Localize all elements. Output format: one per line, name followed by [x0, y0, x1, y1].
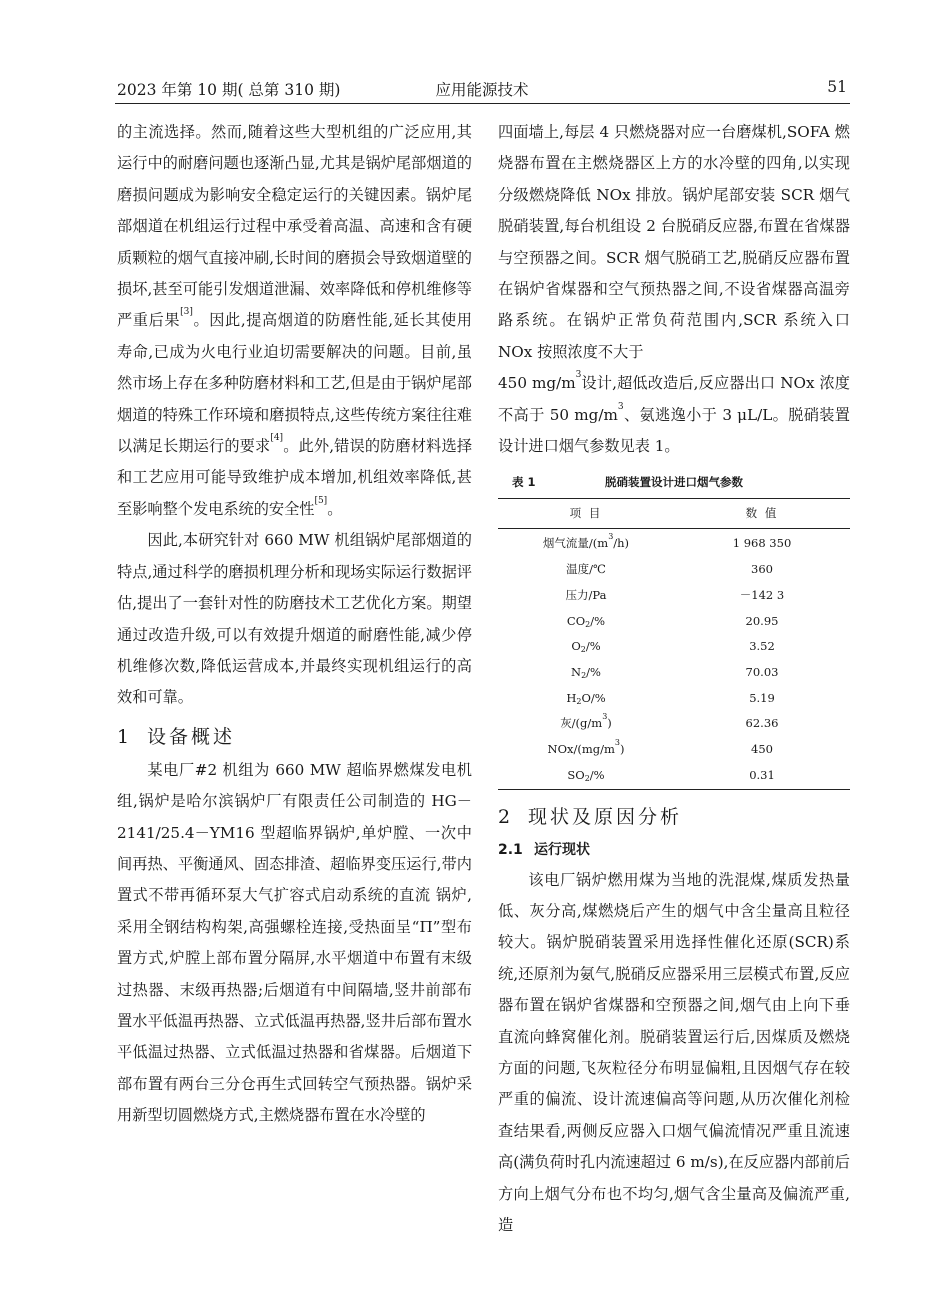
paragraph-purpose: 因此,本研究针对 660 MW 机组锅炉尾部烟道的特点,通过科学的磨损机理分析和现场实际运行数据评估,提出了一套针对性的防磨技术工艺优化方案。期望通过改造升级,可以有效提升烟道的耐磨性能,减少停机维修次数,降低运营成本,并最终实现机组运行的高效和可靠。: [117, 531, 472, 707]
column-header-item: 项 目: [498, 499, 674, 529]
journal-issue: 2023 年第 10 期( 总第 310 期): [117, 81, 341, 99]
subsection-heading-2-1: 2.1 运行现状: [498, 841, 590, 858]
table-header-row: [498, 499, 850, 529]
citation-4[interactable]: [4]: [270, 433, 284, 444]
table-row: $CO_2/\%$ 20.95: [566, 613, 779, 629]
left-column: [117, 117, 472, 1132]
table-row: 灰$/(g/m^3)$ 62.36: [560, 712, 779, 731]
page-number: 51: [827, 78, 847, 96]
paragraph-equipment: 某电厂#2 机组为 660 MW 超临界燃煤发电机组,锅炉是哈尔滨锅炉厂有限责任公司制造的 HG－2141/25.4－YM16 型超临界锅炉,单炉膛、一次中间再热、平衡通风、固态排渣、超临界变压运行,带内置式不带再循环泵大气扩容式启动系统的直流 锅炉,采用全钢结构构架,高强螺栓连接,受热面呈“Π”型布置方式,炉膛上部布置分隔屏,水平烟道中布置有末级过热器、末级再热器;后烟道有中间隔墙,竖井前部布置水平低温再热器、立式低温再热器,竖井后部布置水平低温过热器、立式低温过热器和省煤器。后烟道下部布置有两台三分仓再生式回转空气预热器。锅炉采用新型切圆燃烧方式,主燃烧器布置在水冷壁的: [117, 760, 472, 1125]
section-heading-1: 1 设备概述: [117, 725, 236, 748]
column-header-value: 数 值: [674, 499, 850, 529]
table-row: 压力/Pa －142 3: [565, 587, 785, 602]
flue-gas-parameter-table: [498, 498, 850, 789]
citation-3[interactable]: [3]: [180, 307, 193, 318]
table-row: 温度/℃ 360: [566, 562, 773, 577]
table-caption: [498, 472, 850, 492]
table-row: $SO_2/\%$ 0.31: [498, 763, 850, 789]
paragraph-burners: 四面墙上,每层 4 只燃烧器对应一台磨煤机,SOFA 燃烧器布置在主燃烧器区上方的水冷壁的四角,以实现分级燃烧降低 NOx 排放。锅炉尾部安装 SCR 烟气脱硝装置,每台机组设 2 台脱硝反应器,布置在省煤器与空预器之间。SCR 烟气脱硝工艺,脱硝反应器布置在锅炉省煤器和空气预热器之间,不设省煤器高温旁路系统。在锅炉正常负荷范围内,SCR 系统入口 NOx 按照浓度不大于 450 $mg/m^3$设计,超低改造后,反应器出口 NOx 浓度不高于 50 $mg/m^3$、氨逃逸小于 3 μL/L。脱硝装置设计进口烟气参数见表 1。: [498, 123, 850, 456]
table-row: $H_2O/\%$ 5.19: [566, 690, 775, 706]
table-row: NOx/$(mg/m^3)$ 450: [547, 738, 773, 757]
running-header: [117, 72, 847, 104]
journal-title: 应用能源技术: [435, 81, 529, 99]
table-row: $O_2/\%$ 3.52: [571, 639, 775, 655]
table-row: $N_2/\%$ 70.03: [571, 664, 779, 680]
right-column: [498, 117, 850, 1241]
table-number: 表 1: [512, 475, 536, 490]
header-rule: [115, 103, 850, 104]
section-heading-2: 2 现状及原因分析: [498, 805, 683, 828]
citation-5[interactable]: [5]: [314, 495, 328, 506]
table-title: 脱硝装置设计进口烟气参数: [605, 475, 743, 490]
paragraph-continued: 的主流选择。然而,随着这些大型机组的广泛应用,其运行中的耐磨问题也逐渐凸显,尤其是锅炉尾部烟道的磨损问题成为影响安全稳定运行的关键因素。锅炉尾部烟道在机组运行过程中承受着高温、高速和含有硬质颗粒的烟气直接冲刷,长时间的磨损会导致烟道壁的损坏,甚至可能引发烟道泄漏、效率降低和停机维修等严重后果[3]。因此,提高烟道的防磨性能,延长其使用寿命,已成为火电行业迫切需要解决的问题。目前,虽然市场上存在多种防磨材料和工艺,但是由于锅炉尾部烟道的特殊工作环境和磨损特点,这些传统方案往往难以满足长期运行的要求[4]。此外,错误的防磨材料选择和工艺应用可能导致维护成本增加,机组效率降低,甚至影响整个发电系统的安全性[5]。: [117, 123, 473, 518]
table-row: 烟气流量$/(m^3/h)$ 1 968 350: [542, 532, 792, 551]
paragraph-operation-status: 该电厂锅炉燃用煤为当地的洗混煤,煤质发热量低、灰分高,煤燃烧后产生的烟气中含尘量高且粒径较大。锅炉脱硝装置采用选择性催化还原(SCR)系统,还原剂为氨气,脱硝反应器采用三层模式布置,反应器布置在锅炉省煤器和空预器之间,烟气由上向下垂直流向蜂窝催化剂。脱硝装置运行后,因煤质及燃烧方面的问题,飞灰粒径分布明显偏粗,且因烟气存在较严重的偏流、设计流速偏高等问题,从历次催化剂检查结果看,两侧反应器入口烟气偏流情况严重且流速高(满负荷时孔内流速超过 6 m/s),在反应器内部前后方向上烟气分布也不均匀,烟气含尘量高及偏流严重,造: [498, 870, 850, 1234]
